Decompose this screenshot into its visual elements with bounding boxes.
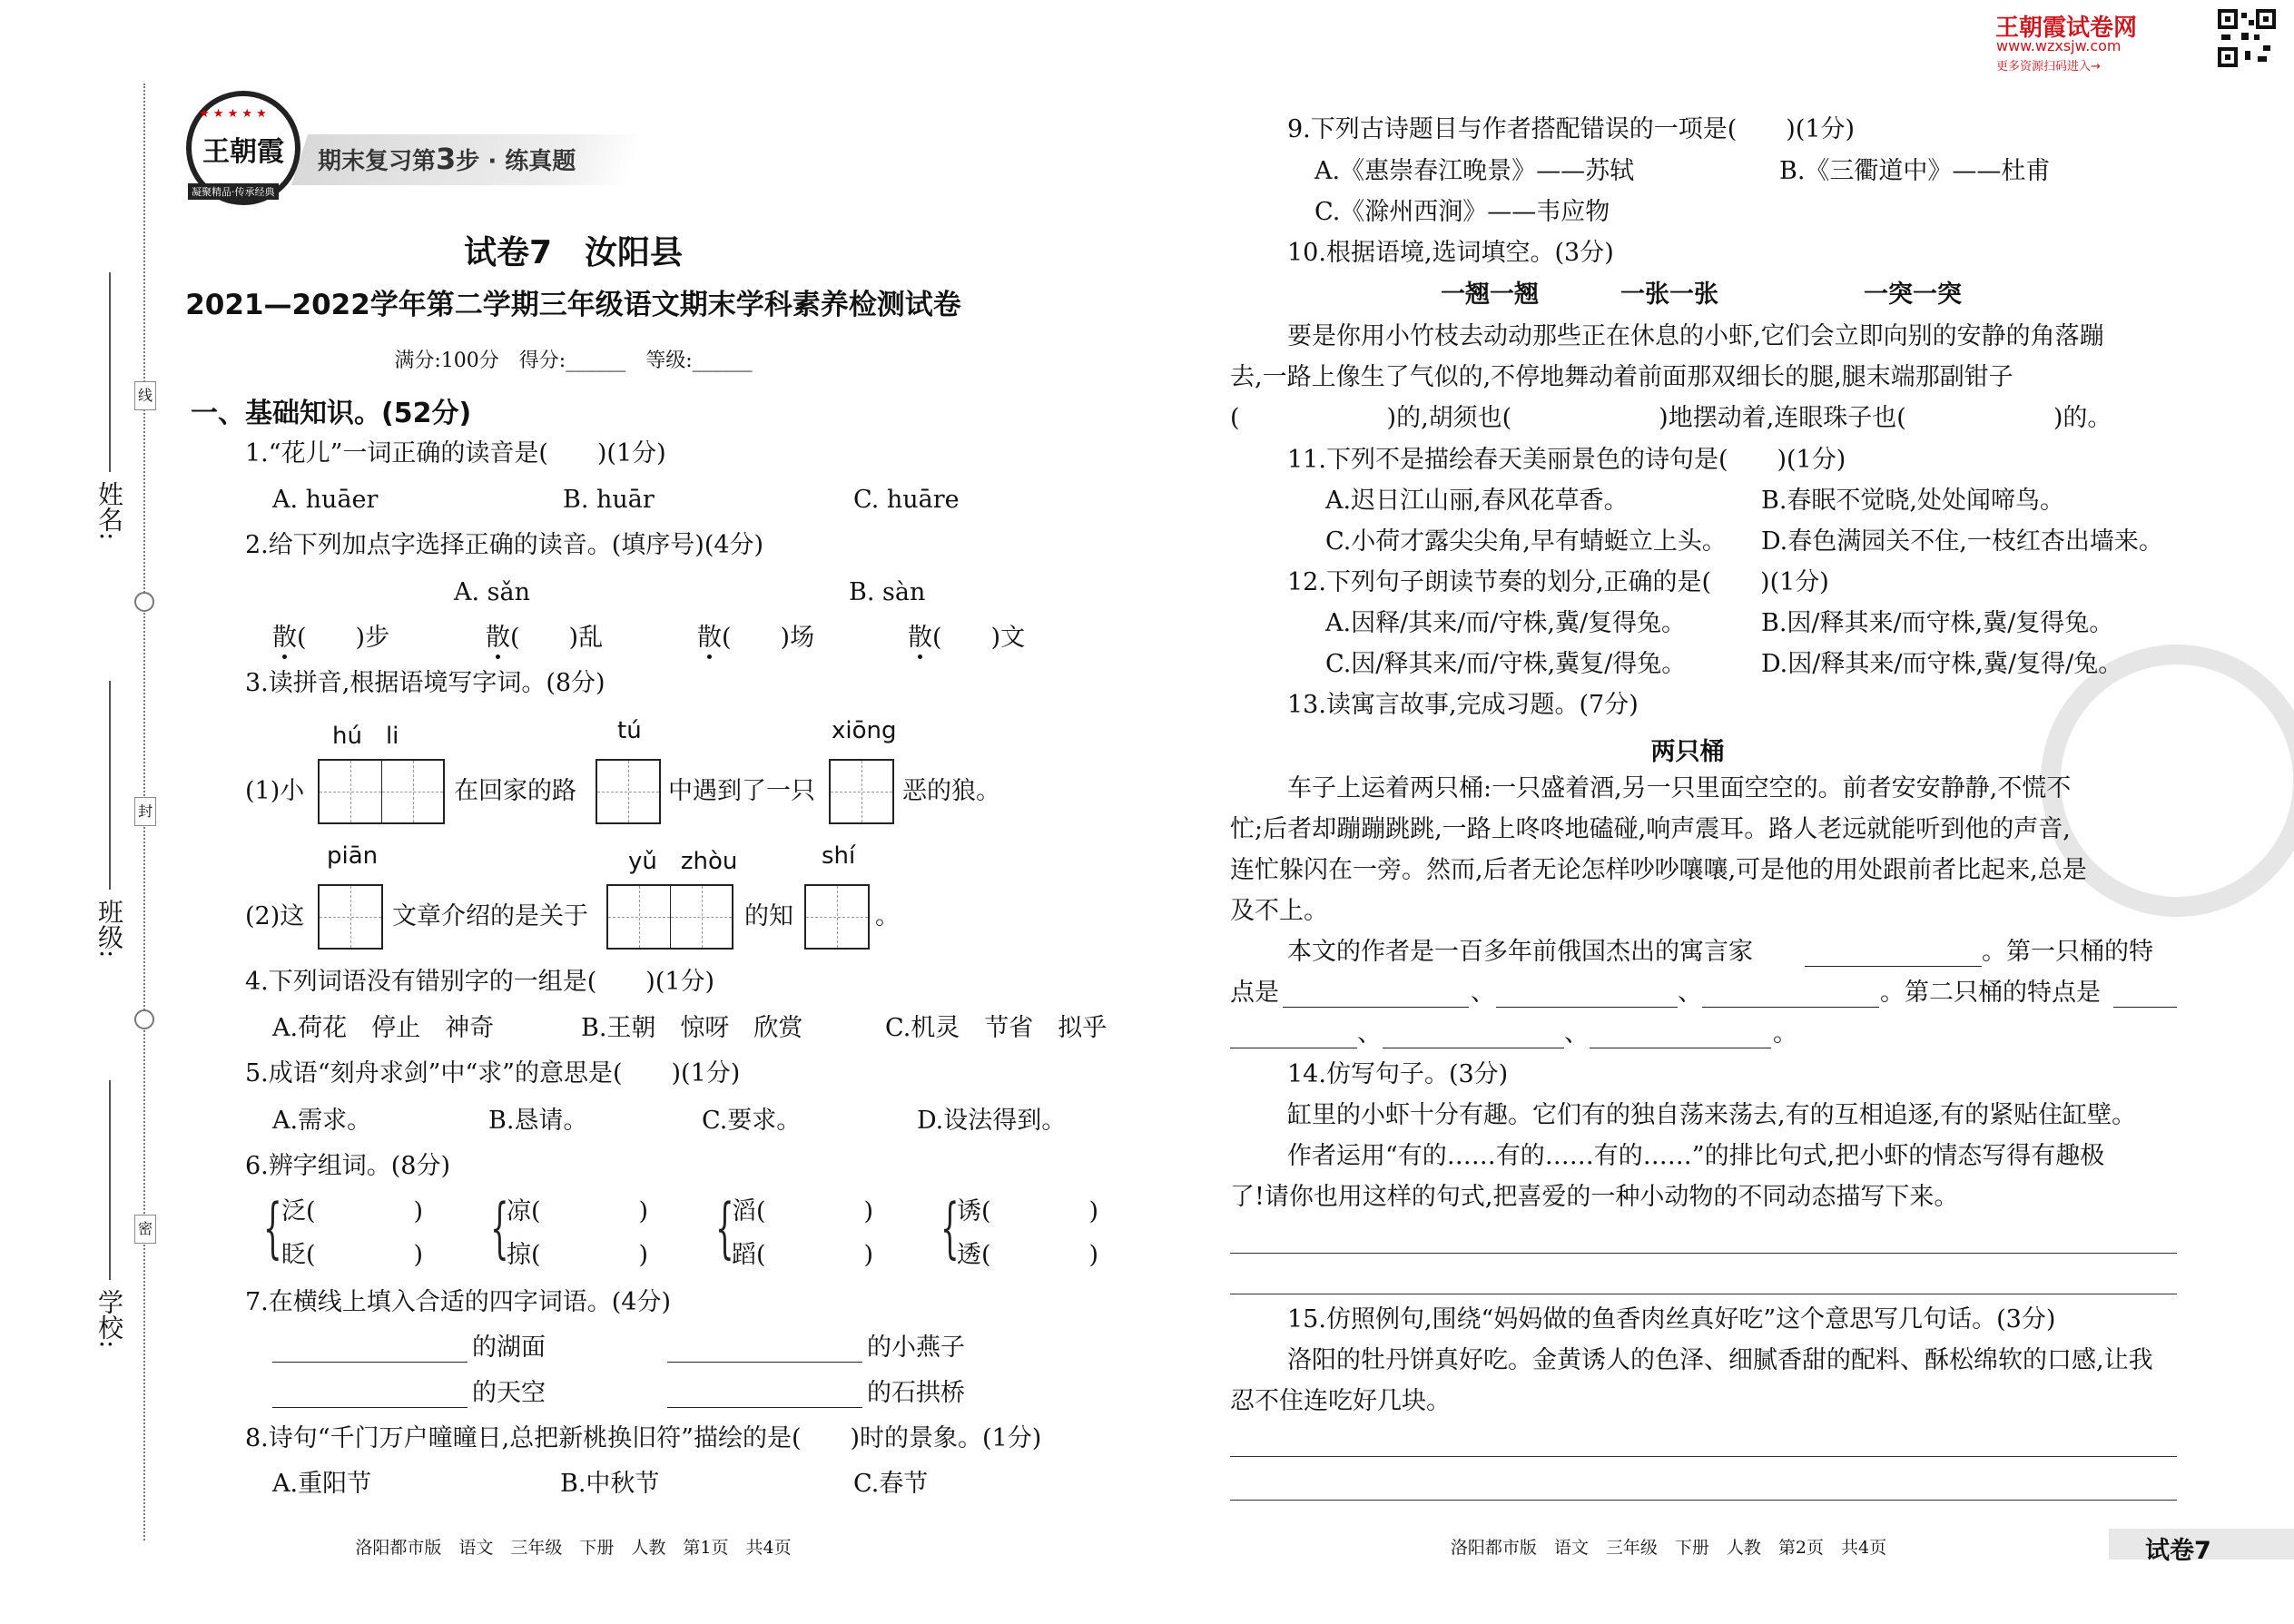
page-footer: 洛阳都市版 语文 三年级 下册 人教 第2页 共4页 — [1450, 1538, 1887, 1558]
q10-line-1: 要是你用小竹枝去动动那些正在休息的小虾,它们会立即向别的安静的角落蹦 — [1287, 322, 2104, 350]
q12-option-c[interactable]: C.因/释其来/而/守株,冀复/得兔。 — [1325, 650, 1687, 678]
q6-pair1-bottom[interactable]: 眨( ) — [281, 1241, 424, 1269]
corner-tag: 试卷7 — [2145, 1537, 2211, 1565]
q3-row1-text-2: 中遇到了一只 — [668, 777, 815, 805]
q10-line-3[interactable]: ( )的,胡须也( )地摆动着,连眼珠子也( )的。 — [1230, 404, 2112, 432]
q5-option-b[interactable]: B.恳请。 — [488, 1107, 588, 1135]
q12-option-a[interactable]: A.因释/其来/而/守株,冀/复得兔。 — [1325, 609, 1687, 637]
watermark-url[interactable]: www.wzxsjw.com — [1996, 37, 2122, 54]
q3-answer-grid[interactable] — [606, 884, 733, 950]
q7-blank[interactable] — [667, 1362, 862, 1363]
q7-blank[interactable] — [667, 1407, 862, 1408]
q5-option-d[interactable]: D.设法得到。 — [917, 1107, 1067, 1135]
q13-blank[interactable] — [1805, 966, 1982, 967]
school-label: 学校: — [94, 1289, 124, 1349]
story-title: 两只桶 — [1650, 738, 1725, 766]
q7-blank[interactable] — [272, 1362, 468, 1363]
logo-name: 王朝霞 — [202, 136, 284, 168]
q3-row2-text-3: 。 — [875, 902, 900, 930]
q8-option-c[interactable]: C.春节 — [853, 1470, 929, 1498]
q15-stem: 15.仿照例句,围绕“妈妈做的鱼香肉丝真好吃”这个意思写几句话。(3分) — [1287, 1305, 2056, 1334]
right-page: 王朝霞试卷网 www.wzxsjw.com 更多资源扫码进入→ 9.下列古诗题目与作者搭配错误的一项是( )(1分) A.《惠崇春江晚景》——苏轼 B.《三衢道中》——杜甫 C.《滁州西涧》——韦应物 10.根据语境,选词填空。(3分) 一翘一翘 一张一张 一突一突 要是你用小竹枝去动动那些正在休息的小虾,它们会立即向别的安静的角落蹦 去,一路上像生了气似的,不停地舞动着前面那双细长的腿,腿末端那副钳子 ( )的,胡须也( )地摆动着,连眼珠子也( )的。 11.下列不是描绘春天美丽景色的诗句是( )(1分) A.迟日江山丽,春风花草香。 B.春眠不觉晓,处处闻啼鸟。 C.小荷才露尖尖角,早有蜻蜓立上头。 D.春色满园关不住,一枝红杏出墙来。 12.下列句子朗读节奏的划分,正确的是( )(1分) A.因释/其来/而/守株,冀/复得兔。 B.因/释其来/而守株,冀/复得兔。 C.因/释其来/而/守株,冀复/得兔。 D.因/释其来/而守株,冀/复得/兔。 13.读寓言故事,完成习题。(7分) 两只桶 车子上运着两只桶:一只盛着酒,另一只里面空空的。前者安安静静,不慌不 忙;后者却蹦蹦跳跳,一路上咚咚地磕碰,响声震耳。路人老远就能听到他的声音, 连忙躲闪在一旁。然而,后者无论怎样吵吵嚷嚷,可是他的用处跟前者比起来,总是 及不上。 本文的作者是一百多年前俄国杰出的寓言家 。第一只桶的特 点是 、 、 。第二只桶的特点是 、 、 。 14.仿写句子。(3分) 缸里的小虾十分有趣。它们有的独自荡来荡去,有的互相追逐,有的紧贴住缸壁。 作者运用“有的……有的……有的……”的排比句式,把小虾的情态写得有趣极 了!请你也用这样的句式,把喜爱的一种小动物的不同动态描写下来。 15.仿照例句,围绕“妈妈做的鱼香肉丝真好吃”这个意思写几句话。(3分) 洛阳的牡丹饼真好吃。金黄诱人的色泽、细腻香甜的配料、酥松绵软的口感,让我 忍不住连吃好几块。 洛阳都市版 语文 三年级 下册 人教 第2页 共4页 试卷7 — [1147, 0, 2294, 1624]
q1-option-b[interactable]: B. huār — [563, 486, 655, 514]
story-line-2: 忙;后者却蹦蹦跳跳,一路上咚咚地磕碰,响声震耳。路人老远就能听到他的声音, — [1230, 815, 2071, 843]
q3-answer-grid[interactable] — [829, 759, 894, 824]
brace: { — [490, 1189, 509, 1265]
q13-blank[interactable] — [1283, 1007, 1469, 1008]
q1-option-a[interactable]: A. huāer — [272, 486, 379, 514]
class-label: 班级: — [94, 899, 124, 959]
q3-answer-grid[interactable] — [318, 884, 383, 950]
q3-row2-text-2: 的知 — [744, 902, 793, 930]
q8-option-b[interactable]: B.中秋节 — [560, 1470, 660, 1498]
qr-code-icon[interactable] — [2218, 9, 2276, 67]
q9-option-c[interactable]: C.《滁州西涧》——韦应物 — [1314, 198, 1610, 226]
q15-line-2: 忍不住连吃好几块。 — [1230, 1387, 1451, 1415]
q3-pinyin-pian: piān — [327, 842, 379, 870]
q10-word-1: 一翘一翘 — [1441, 281, 1539, 309]
q14-stem: 14.仿写句子。(3分) — [1287, 1060, 1509, 1088]
q2-item-3[interactable]: 散( )场 — [697, 624, 815, 652]
q11-stem: 11.下列不是描绘春天美丽景色的诗句是( )(1分) — [1287, 446, 1846, 474]
answer-line[interactable] — [1230, 1456, 2177, 1457]
q4-option-b[interactable]: B.王朝 惊呀 欣赏 — [581, 1014, 803, 1042]
brace: { — [263, 1189, 282, 1265]
logo-motto-left: 凝聚精品 — [192, 186, 231, 198]
q3-pinyin-xiong: xiōng — [832, 717, 897, 744]
logo-motto-right: 传承经典 — [234, 186, 275, 198]
q2-item-4[interactable]: 散( )文 — [908, 624, 1026, 652]
q3-row2-text-1: 文章介绍的是关于 — [392, 902, 588, 930]
story-line-3: 连忙躲闪在一旁。然而,后者无论怎样吵吵嚷嚷,可是他的用处跟前者比起来,总是 — [1230, 856, 2087, 884]
brace: { — [715, 1189, 734, 1265]
q10-stem: 10.根据语境,选词填空。(3分) — [1287, 239, 1614, 267]
q9-option-a[interactable]: A.《惠崇春江晚景》——苏轼 — [1314, 157, 1635, 185]
q2-item-1[interactable]: 散( )步 — [272, 624, 390, 652]
seal-tag-mi: 密 — [134, 1215, 156, 1244]
q3-answer-grid[interactable] — [318, 759, 445, 824]
q7-item-3: 的天空 — [472, 1379, 546, 1407]
q9-option-b[interactable]: B.《三衢道中》——杜甫 — [1779, 157, 2051, 185]
q12-stem: 12.下列句子朗读节奏的划分,正确的是( )(1分) — [1287, 568, 1829, 596]
page-footer: 洛阳都市版 语文 三年级 下册 人教 第1页 共4页 — [355, 1538, 792, 1558]
q3-pinyin-tu: tú — [617, 717, 642, 744]
emphasis-dot — [282, 655, 287, 659]
binding-hole — [134, 592, 154, 612]
q15-line-1: 洛阳的牡丹饼真好吃。金黄诱人的色泽、细腻香甜的配料、酥松绵软的口感,让我 — [1287, 1346, 2153, 1374]
exam-subtitle: 2021—2022学年第二学期三年级语文期末学科素养检测试卷 — [185, 289, 961, 321]
q13-blank[interactable] — [1496, 1007, 1678, 1008]
seal-tag-xian: 线 — [134, 381, 156, 410]
q5-option-c[interactable]: C.要求。 — [702, 1107, 802, 1135]
seal-tag-feng: 封 — [134, 797, 156, 826]
q1-option-c[interactable]: C. huāre — [853, 486, 960, 514]
q10-line-2: 去,一路上像生了气似的,不停地舞动着前面那双细长的腿,腿末端那副钳子 — [1230, 363, 2013, 391]
q3-pinyin-shi: shí — [822, 842, 856, 870]
q7-item-4: 的石拱桥 — [867, 1379, 965, 1407]
q6-pair3-bottom[interactable]: 蹈( ) — [732, 1241, 874, 1269]
q9-stem: 9.下列古诗题目与作者搭配错误的一项是( )(1分) — [1287, 115, 1856, 143]
q6-pair4-top[interactable]: 诱( ) — [957, 1197, 1099, 1225]
q13-stem: 13.读寓言故事,完成习题。(7分) — [1287, 691, 1639, 719]
q11-option-b[interactable]: B.春眠不觉晓,处处闻啼鸟。 — [1761, 487, 2065, 515]
q13-question-b: 。第一只桶的特 — [1982, 938, 2153, 966]
class-line[interactable] — [109, 681, 111, 890]
q12-option-b[interactable]: B.因/释其来/而守株,冀/复得兔。 — [1761, 609, 2114, 637]
emphasis-dot — [496, 655, 500, 659]
q10-word-2: 一张一张 — [1620, 281, 1718, 309]
story-line-1: 车子上运着两只桶:一只盛着酒,另一只里面空空的。前者安安静静,不慌不 — [1287, 774, 2072, 802]
q6-pair4-bottom[interactable]: 透( ) — [957, 1241, 1099, 1269]
q4-stem: 4.下列词语没有错别字的一组是( )(1分) — [245, 968, 715, 996]
q6-pair2-top[interactable]: 凉( ) — [507, 1197, 649, 1225]
q3-answer-grid[interactable] — [804, 884, 870, 950]
q8-option-a[interactable]: A.重阳节 — [272, 1470, 372, 1498]
q3-stem: 3.读拼音,根据语境写字词。(8分) — [245, 669, 605, 697]
school-line[interactable] — [109, 1080, 111, 1280]
brand-logo: ★ ★ ★ ★ ★ 王朝霞 凝聚精品·传承经典 — [186, 91, 300, 205]
q7-blank[interactable] — [272, 1407, 468, 1408]
q4-option-c[interactable]: C.机灵 节省 拟乎 — [885, 1014, 1108, 1042]
binding-hole — [134, 1009, 154, 1029]
q1-stem: 1.“花儿”一词正确的读音是( )(1分) — [245, 439, 666, 468]
q6-pair1-top[interactable]: 泛( ) — [281, 1197, 424, 1225]
q3-row1-text-1: 在回家的路 — [454, 777, 576, 805]
q2-option-a[interactable]: A. sǎn — [454, 578, 531, 606]
name-label: 姓名: — [94, 481, 124, 541]
q3-pinyin-yuzhou: yǔ zhòu — [628, 848, 738, 875]
q2-item-2[interactable]: 散( )乱 — [486, 624, 604, 652]
q5-option-a[interactable]: A.需求。 — [272, 1107, 372, 1135]
answer-line[interactable] — [1230, 1500, 2177, 1501]
q13-blank[interactable] — [1702, 1007, 1879, 1008]
q13-blank[interactable] — [2113, 1007, 2177, 1008]
q2-option-b[interactable]: B. sàn — [849, 578, 926, 606]
story-line-4: 及不上。 — [1230, 897, 1328, 925]
q11-option-c[interactable]: C.小荷才露尖尖角,早有蜻蜓立上头。 — [1325, 527, 1727, 556]
q11-option-a[interactable]: A.迟日江山丽,春风花草香。 — [1325, 487, 1629, 515]
watermark-brand: 王朝霞试卷网 — [1995, 15, 2138, 42]
q3-pinyin-huli: hú li — [332, 723, 399, 750]
q6-pair3-top[interactable]: 滔( ) — [732, 1197, 874, 1225]
brace: { — [940, 1189, 960, 1265]
stage-banner: 期末复习第3步 · 练真题 — [318, 142, 576, 176]
q8-stem: 8.诗句“千门万户曈曈日,总把新桃换旧符”描绘的是( )时的景象。(1分) — [245, 1424, 1042, 1452]
q2-stem: 2.给下列加点字选择正确的读音。(填序号)(4分) — [245, 531, 764, 559]
emphasis-dot — [918, 655, 922, 659]
q11-option-d[interactable]: D.春色满园关不住,一枝红杏出墙来。 — [1761, 527, 2163, 556]
q4-option-a[interactable]: A.荷花 停止 神奇 — [272, 1014, 495, 1042]
q7-item-2: 的小燕子 — [867, 1334, 965, 1362]
q14-line-3: 了!请你也用这样的句式,把喜爱的一种小动物的不同动态描写下来。 — [1230, 1183, 1959, 1211]
emphasis-dot — [707, 655, 712, 659]
q3-answer-grid[interactable] — [596, 759, 661, 824]
q14-line-2: 作者运用“有的……有的……有的……”的排比句式,把小虾的情态写得有趣极 — [1287, 1142, 2105, 1170]
watermark-tip: 更多资源扫码进入→ — [1996, 60, 2101, 74]
section-title: 一、基础知识。(52分) — [191, 398, 472, 429]
q6-stem: 6.辨字组词。(8分) — [245, 1152, 451, 1180]
q3-row1-text-3: 恶的狼。 — [902, 777, 1000, 805]
q14-line-1: 缸里的小虾十分有趣。它们有的独自荡来荡去,有的互相追逐,有的紧贴住缸壁。 — [1287, 1101, 2137, 1129]
q7-item-1: 的湖面 — [472, 1334, 546, 1362]
q7-stem: 7.在横线上填入合适的四字词语。(4分) — [245, 1288, 672, 1316]
q5-stem: 5.成语“刻舟求剑”中“求”的意思是( )(1分) — [245, 1059, 741, 1088]
q12-option-d[interactable]: D.因/释其来/而守株,冀/复得/兔。 — [1761, 650, 2123, 678]
exam-title: 试卷7 汝阳县 — [463, 234, 684, 271]
q13-question-a: 本文的作者是一百多年前俄国杰出的寓言家 — [1287, 938, 1753, 966]
q13-question-d: 。第二只桶的特点是 — [1880, 979, 2101, 1007]
q13-question-c: 点是 — [1230, 979, 1279, 1007]
q3-row1-label: (1)小 — [245, 777, 305, 805]
score-line: 满分:100分 得分:______ 等级:______ — [394, 349, 753, 372]
q6-pair2-bottom[interactable]: 掠( ) — [507, 1241, 649, 1269]
answer-line[interactable] — [1230, 1253, 2177, 1254]
q10-word-3: 一突一突 — [1864, 281, 1962, 309]
q3-row2-label: (2)这 — [245, 902, 305, 930]
